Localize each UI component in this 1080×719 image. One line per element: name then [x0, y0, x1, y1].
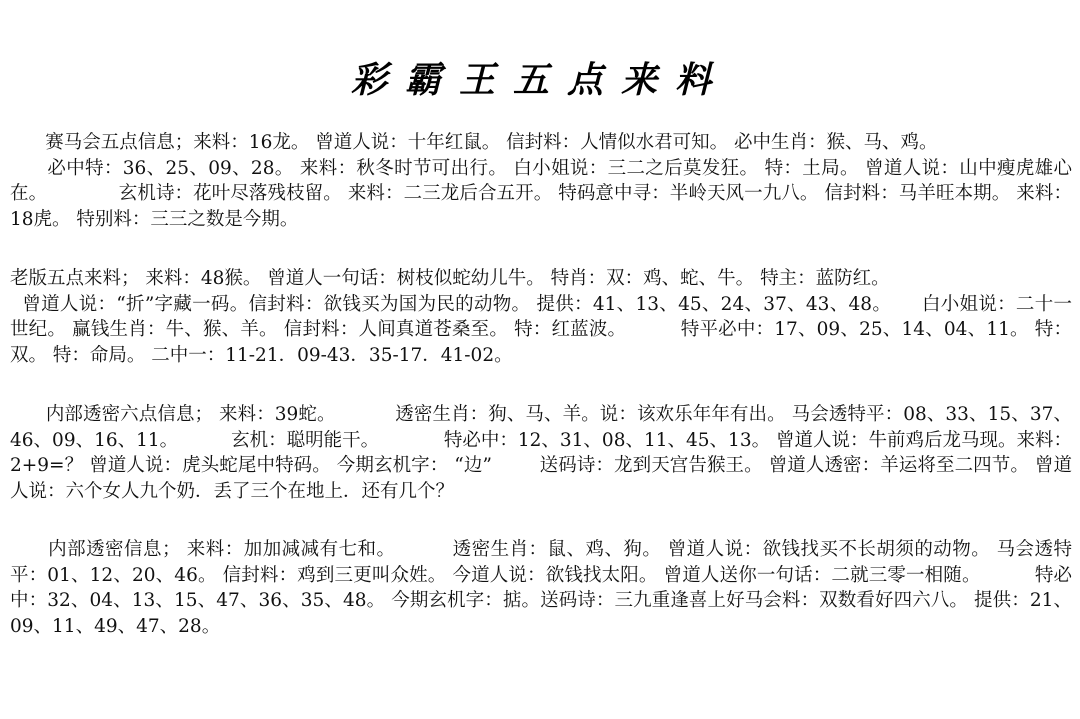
- paragraph-4: 内部透密信息； 来料：加加减减有七和。 透密生肖：鼠、鸡、狗。 曾道人说：欲钱找买不长胡须的动物。 马会透特平：01、12、20、46。 信封料：鸡到三更叫众姓。 今道人说：欲钱找太阳。 曾道人送你一句话：二就三零一相随。 特必中：32、04、13、15、47、36、35、48。 今期玄机字：掂。送码诗：三九重逢喜上好马会料：双数看好四六八。 提供：21、09、11、49、47、28。: [10, 539, 1072, 638]
- paragraph-1: 赛马会五点信息；来料：16龙。 曾道人说：十年红鼠。 信封料：人情似水君可知。 必中生肖：猴、马、鸡。 必中特：36、25、09、28。 来料：秋冬时节可出行。 白小姐说：三二之后莫发狂。 特：土局。 曾道人说：山中瘦虎雄心在。 玄机诗：花叶尽落残枝留。 来料：二三龙后合五开。 特码意中寻：半岭天风一九八。 信封料：马羊旺本期。 来料：18虎。 特别料：三三之数是今期。: [10, 132, 1072, 231]
- page-title: 彩霸王五点来料: [350, 60, 729, 101]
- paragraph-2: 老版五点来料； 来料：48猴。 曾道人一句话：树枝似蛇幼儿牛。 特肖：双：鸡、蛇、牛。 特主：蓝防红。 曾道人说：“折”字藏一码。信封料：欲钱买为国为民的动物。 提供：41、13、45、24、37、43、48。 白小姐说：二十一世纪。 赢钱生肖：牛、猴、羊。 信封料：人间真道苍桑至。 特：红蓝波。 特平必中：17、09、25、14、04、11。 特：双。 特：命局。 二中一：11-21．09-43．35-17．41-02。: [10, 268, 1072, 367]
- paragraph-3: 内部透密六点信息； 来料：39蛇。 透密生肖：狗、马、羊。说：该欢乐年年有出。 马会透特平：08、33、15、37、46、09、16、11。 玄机：聪明能干。 特必中：12、31、08、11、45、13。 曾道人说：牛前鸡后龙马现。来料：2+9=？ 曾道人说：虎头蛇尾中特码。 今期玄机字： “边” 送码诗：龙到天宫告猴王。 曾道人透密：羊运将至二四节。 曾道人说：六个女人九个奶．丢了三个在地上．还有几个？: [10, 404, 1072, 503]
